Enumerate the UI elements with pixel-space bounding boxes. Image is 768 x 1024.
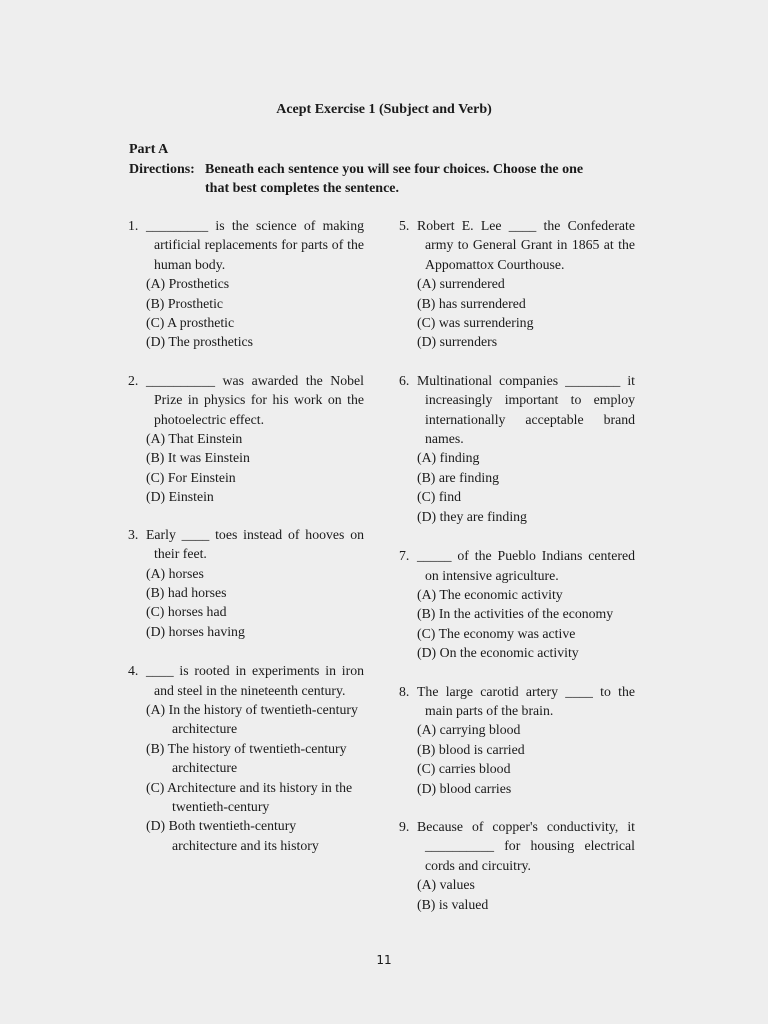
question-stem: The large carotid artery ____ to the main parts of the brain.	[417, 683, 635, 718]
question-number: 6.	[399, 372, 410, 388]
option-d: (D) The prosthetics	[146, 334, 254, 350]
option-b: (B) It was Einstein	[146, 450, 250, 466]
option-c: (C) was surrendering	[417, 315, 534, 331]
question-9	[399, 817, 635, 914]
question-4	[128, 661, 364, 855]
option-a: (A) carrying blood	[417, 722, 521, 738]
option-d: (D) they are finding	[417, 508, 527, 524]
option-b: (B) blood is carried	[417, 741, 525, 757]
question-number: 2.	[128, 372, 139, 388]
option-c: (C) For Einstein	[146, 469, 236, 485]
option-d: (D) Both twentieth-century architecture and its history	[146, 818, 319, 853]
question-stem: Multinational companies ________ it increasingly important to employ internationally acceptable brand names.	[417, 372, 635, 447]
option-c: (C) carries blood	[417, 761, 511, 777]
option-c: (C) Architecture and its history in the twentieth-century	[146, 779, 353, 814]
question-number: 5.	[399, 218, 410, 233]
option-c: (C) find	[417, 489, 462, 505]
option-a: (A) finding	[417, 450, 480, 466]
question-stem: _____ of the Pueblo Indians centered on intensive agriculture.	[417, 548, 635, 583]
question-number: 4.	[128, 663, 139, 679]
option-b: (B) is valued	[417, 896, 489, 912]
question-7	[399, 546, 635, 662]
question-3	[128, 525, 364, 641]
option-c: (C) A prosthetic	[146, 315, 235, 331]
option-a: (A) That Einstein	[146, 431, 243, 447]
directions	[129, 160, 649, 198]
option-a: (A) values	[417, 877, 475, 893]
page-title: Acept Exercise 1 (Subject and Verb)	[276, 102, 492, 117]
option-c: (C) horses had	[146, 604, 227, 620]
option-a: (A) The economic activity	[417, 586, 563, 602]
option-b: (B) In the activities of the economy	[417, 606, 614, 622]
question-5	[399, 216, 635, 352]
question-number: 1.	[128, 218, 139, 233]
question-number: 3.	[128, 526, 139, 542]
right-column	[399, 216, 635, 914]
option-d: (D) surrenders	[417, 334, 498, 350]
option-b: (B) The history of twentieth-century architecture	[146, 740, 347, 776]
option-a: (A) surrendered	[417, 276, 505, 292]
option-d: (D) horses having	[146, 623, 245, 639]
option-d: (D) On the economic activity	[417, 645, 579, 661]
question-2	[128, 371, 364, 507]
question-number: 7.	[399, 548, 410, 564]
directions-line-2: that best completes the sentence.	[205, 181, 400, 196]
question-number: 8.	[399, 683, 410, 699]
option-a: (A) horses	[146, 565, 204, 581]
question-8	[399, 682, 635, 798]
option-d: (D) blood carries	[417, 780, 512, 796]
question-stem: Robert E. Lee ____ the Confederate army to General Grant in 1865 at the Appomattox Courthouse.	[417, 218, 635, 272]
question-stem: _________ is the science of making artificial replacements for parts of the human body.	[146, 218, 364, 272]
question-stem: Early ____ toes instead of hooves on their feet.	[146, 526, 364, 562]
question-6	[399, 371, 635, 526]
question-1	[128, 216, 364, 352]
question-stem: Because of copper's conductivity, it __________ for housing electrical cords and circuitry.	[417, 818, 635, 873]
left-column	[128, 216, 364, 855]
option-b: (B) has surrendered	[417, 295, 526, 311]
question-number: 9.	[399, 818, 410, 834]
directions-label: Directions:	[129, 162, 195, 177]
option-d: (D) Einstein	[146, 489, 214, 505]
directions-line-1: Beneath each sentence you will see four choices. Choose the one	[205, 162, 584, 177]
option-b: (B) Prosthetic	[146, 295, 224, 311]
option-b: (B) had horses	[146, 584, 227, 600]
option-b: (B) are finding	[417, 469, 499, 485]
page-number: 11	[376, 953, 392, 967]
part-heading: Part A	[129, 142, 169, 157]
option-a: (A) In the history of twentieth-century architecture	[146, 701, 358, 737]
option-c: (C) The economy was active	[417, 625, 576, 641]
option-a: (A) Prosthetics	[146, 276, 230, 292]
question-stem: ____ is rooted in experiments in iron and steel in the nineteenth century.	[146, 663, 364, 698]
question-stem: __________ was awarded the Nobel Prize in physics for his work on the photoelectric effect.	[146, 372, 364, 427]
